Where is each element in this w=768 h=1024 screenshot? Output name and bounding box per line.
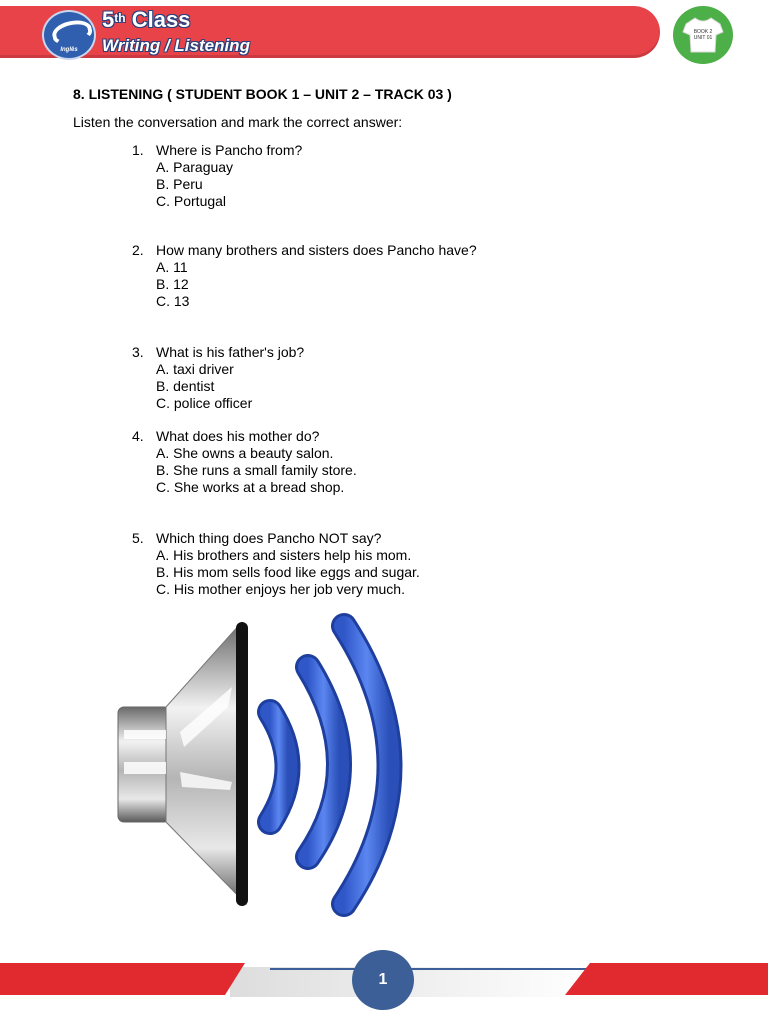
answer-option-b: B. She runs a small family store. bbox=[156, 462, 357, 478]
answer-option-a: A. taxi driver bbox=[156, 361, 234, 377]
answer-option-c: C. She works at a bread shop. bbox=[156, 479, 345, 495]
answer-option-b: B. 12 bbox=[156, 276, 189, 292]
question-text: Where is Pancho from? bbox=[156, 142, 303, 158]
question-number: 5. bbox=[132, 530, 144, 546]
answer-option-c: C. His mother enjoys her job very much. bbox=[156, 581, 405, 597]
question-number: 3. bbox=[132, 344, 144, 360]
question-number: 4. bbox=[132, 428, 144, 444]
question-2 bbox=[132, 242, 477, 310]
question-number: 1. bbox=[132, 142, 144, 158]
section-title: 8. LISTENING ( STUDENT BOOK 1 – UNIT 2 – TRACK 03 ) bbox=[73, 86, 452, 102]
speaker-icon bbox=[110, 612, 420, 922]
question-text: How many brothers and sisters does Pancho have? bbox=[156, 242, 477, 258]
header-subtitle: Writing / Listening bbox=[102, 36, 250, 55]
logo-swoosh bbox=[50, 17, 94, 47]
class-label: Class bbox=[131, 7, 191, 32]
instructions: Listen the conversation and mark the correct answer: bbox=[73, 114, 403, 130]
header-band bbox=[0, 6, 660, 58]
answer-option-c: C. police officer bbox=[156, 395, 253, 411]
answer-option-c: C. 13 bbox=[156, 293, 190, 309]
badge-line-1: BOOK 2 bbox=[693, 29, 713, 35]
class-title bbox=[102, 8, 190, 32]
question-text: Which thing does Pancho NOT say? bbox=[156, 530, 382, 546]
question-3 bbox=[132, 344, 304, 412]
question-1 bbox=[132, 142, 302, 210]
book-unit-badge bbox=[673, 6, 733, 64]
badge-text bbox=[689, 29, 717, 41]
logo-icon bbox=[42, 10, 96, 60]
question-4 bbox=[132, 428, 357, 496]
question-text: What is his father's job? bbox=[156, 344, 305, 360]
answer-option-b: B. dentist bbox=[156, 378, 215, 394]
answer-option-c: C. Portugal bbox=[156, 193, 227, 209]
answer-option-b: B. His mom sells food like eggs and sugar. bbox=[156, 564, 420, 580]
question-text: What does his mother do? bbox=[156, 428, 320, 444]
class-number: 5 bbox=[102, 7, 115, 32]
answer-option-b: B. Peru bbox=[156, 176, 203, 192]
page-number: 1 bbox=[352, 950, 414, 1010]
question-number: 2. bbox=[132, 242, 144, 258]
answer-option-a: A. Paraguay bbox=[156, 159, 234, 175]
answer-option-a: A. She owns a beauty salon. bbox=[156, 445, 334, 461]
answer-option-a: A. 11 bbox=[156, 259, 188, 275]
class-suffix: th bbox=[114, 11, 126, 25]
badge-line-2: UNIT 01 bbox=[693, 35, 713, 41]
question-5 bbox=[132, 530, 420, 598]
answer-option-a: A. His brothers and sisters help his mom. bbox=[156, 547, 412, 563]
logo-brand-text: Inglês bbox=[60, 47, 78, 53]
